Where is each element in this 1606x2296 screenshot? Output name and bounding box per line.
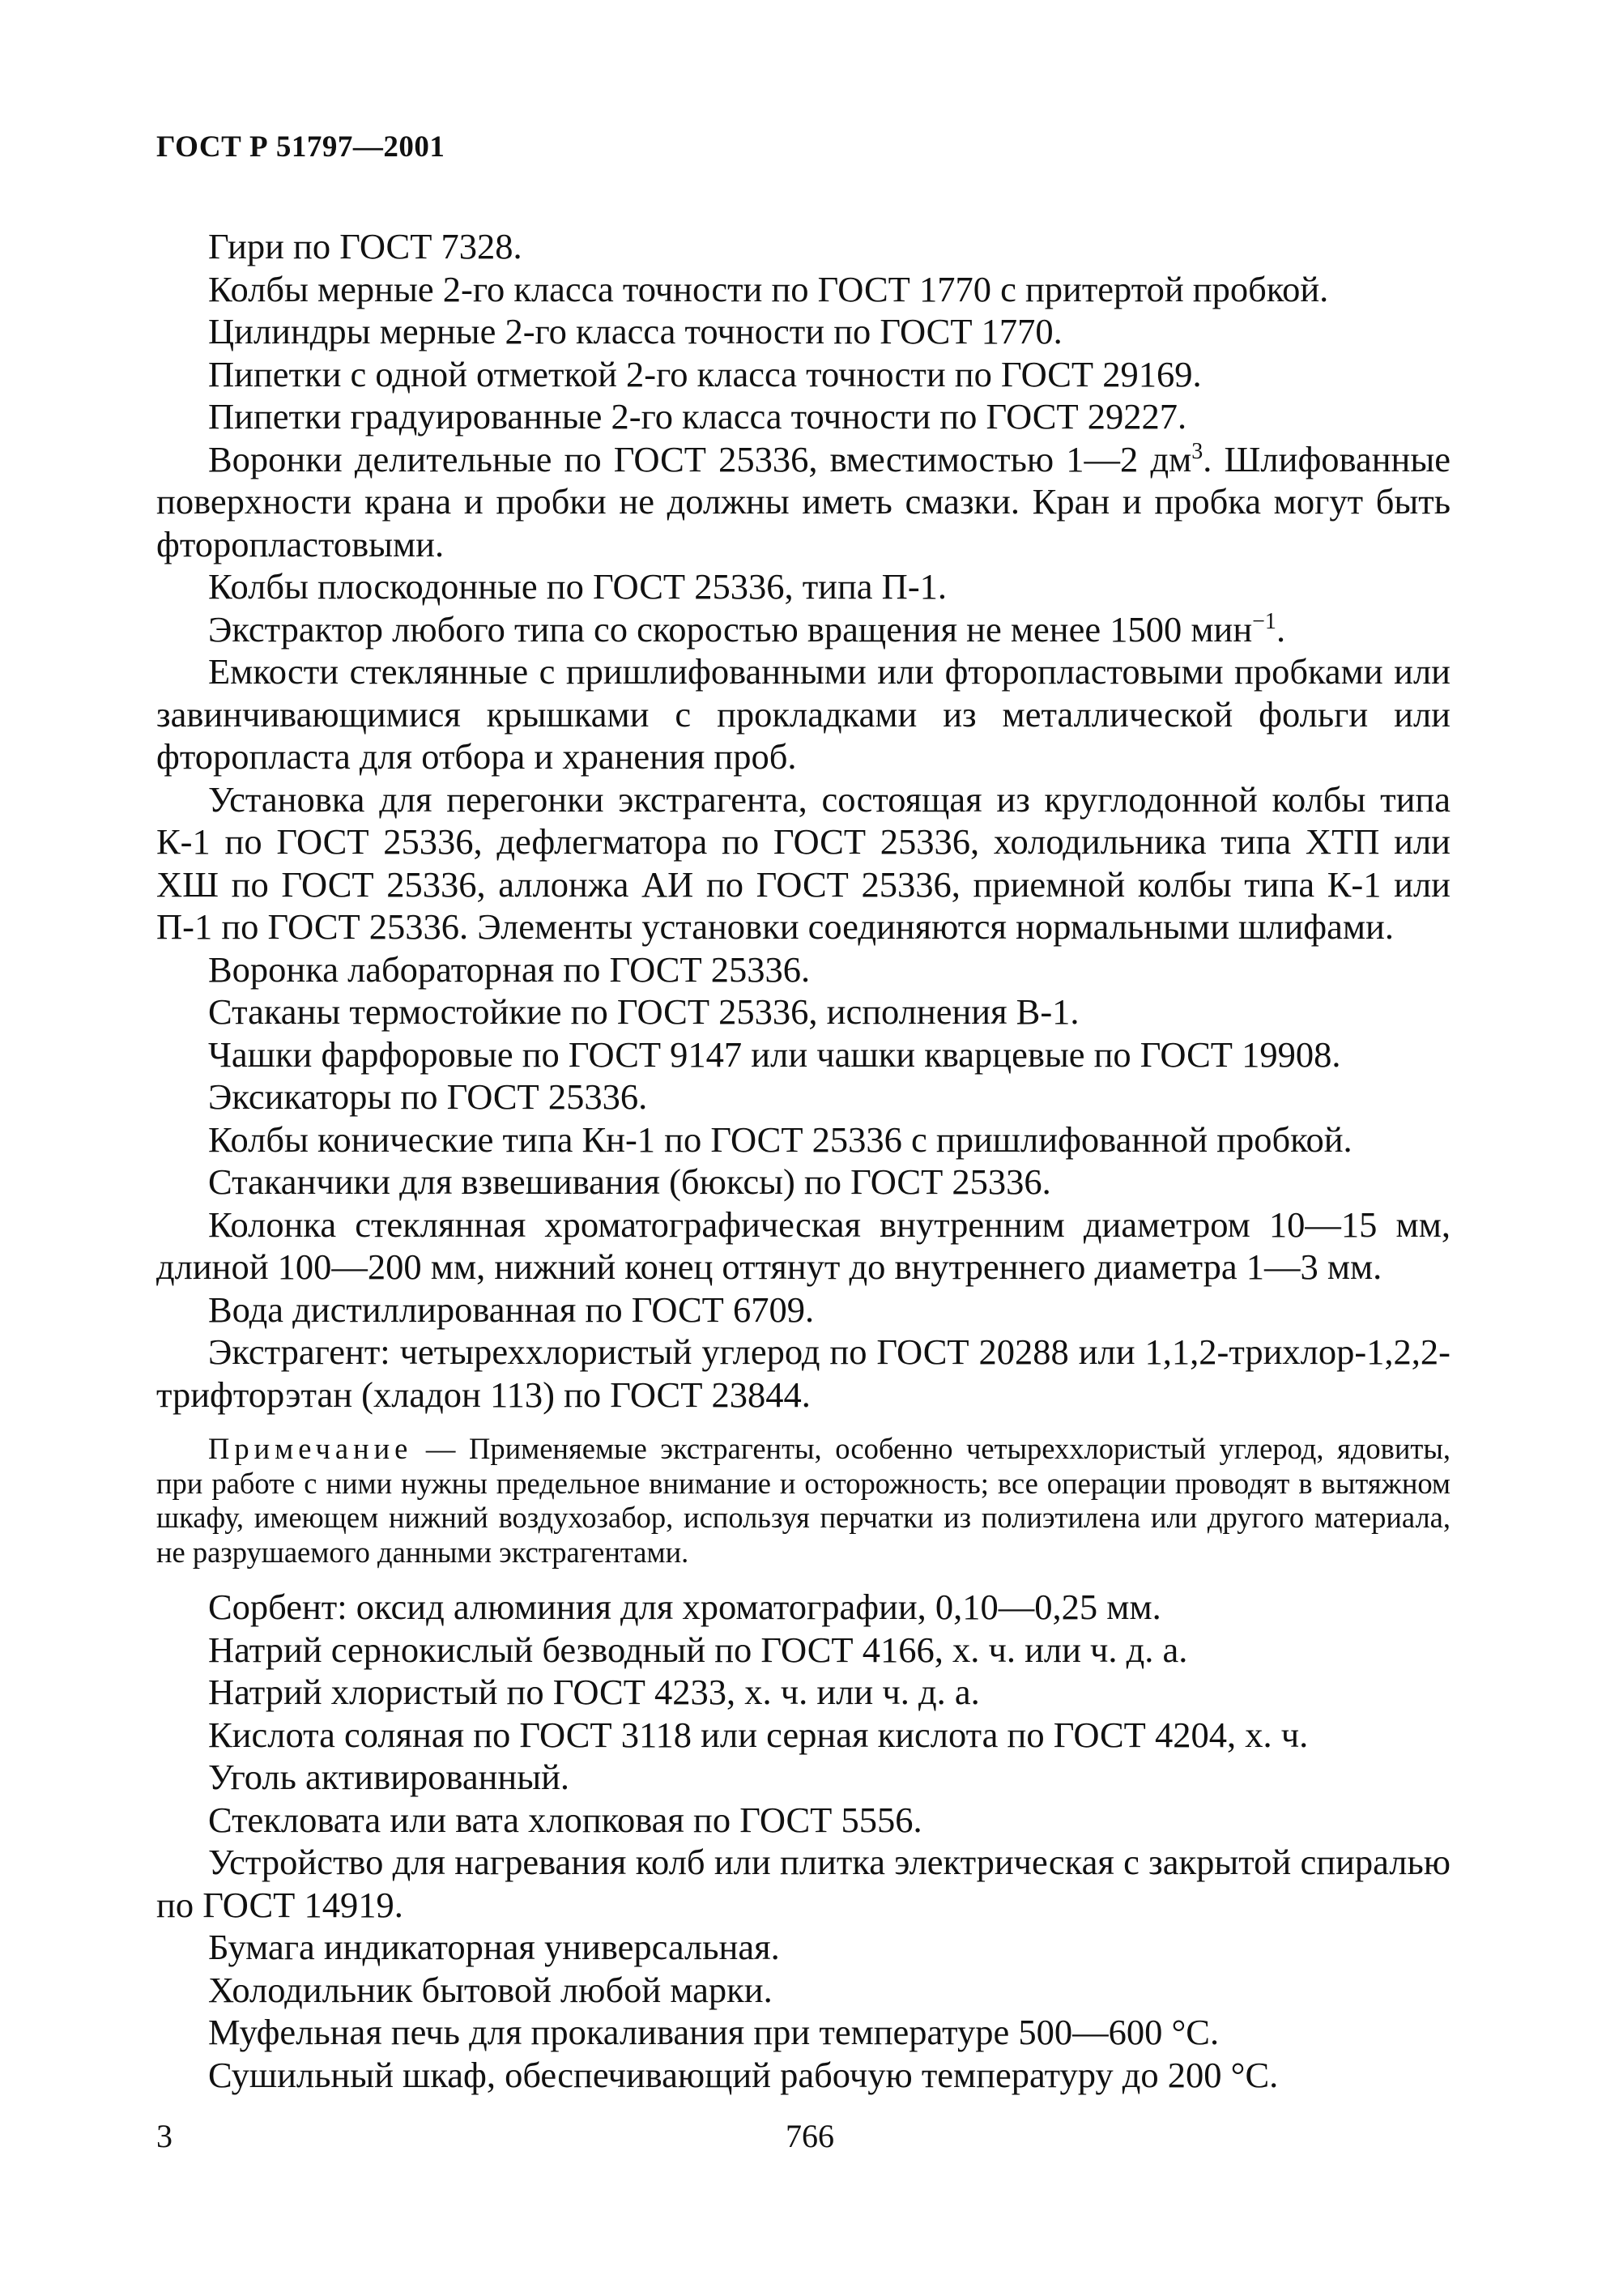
standard-header: ГОСТ Р 51797—2001 (156, 130, 445, 164)
page-number-center: 766 (786, 2118, 834, 2154)
paragraph: Чашки фарфоровые по ГОСТ 9147 или чашки кварцевые по ГОСТ 19908. (208, 1033, 1341, 1075)
paragraph: Вода дистиллированная по ГОСТ 6709. (208, 1289, 815, 1330)
paragraph: Колонка стеклянная хроматографическая внутренним диаметром 10—15 мм, длиной 100—200 мм, нижний конец оттянут до внутреннего диаметра 1—3 мм. (156, 1203, 1451, 1287)
paragraph: Колбы мерные 2-го класса точности по ГОСТ 1770 с притертой пробкой. (208, 268, 1329, 309)
extractor-text-after: . (1276, 608, 1286, 650)
paragraph: Колбы конические типа Кн-1 по ГОСТ 25336 с пришлифованной пробкой. (208, 1118, 1353, 1160)
paragraph: Натрий хлористый по ГОСТ 4233, х. ч. или ч. д. а. (208, 1672, 980, 1712)
main-content (156, 225, 1451, 2096)
funnel-text-after: . Шлифованные поверхности крана и пробки не должны иметь смазки. Кран и пробка могут быть фторопластовыми. (156, 438, 1451, 564)
funnel-text-before: Воронки делительные по ГОСТ 25336, вместимостью 1—2 дм (208, 438, 1192, 479)
paragraph: Гири по ГОСТ 7328. (208, 226, 522, 266)
page-number-left: 3 (156, 2118, 173, 2154)
paragraph: Бумага индикаторная универсальная. (208, 1927, 780, 1967)
paragraph: Устройство для нагревания колб или плитка электрическая с закрытой спиралью по ГОСТ 14919. (156, 1842, 1451, 1925)
paragraph: Натрий сернокислый безводный по ГОСТ 4166, х. ч. или ч. д. а. (208, 1629, 1188, 1670)
paragraph: Пипетки градуированные 2-го класса точности по ГОСТ 29227. (208, 396, 1187, 437)
paragraph: Стаканы термостойкие по ГОСТ 25336, исполнения В-1. (208, 991, 1080, 1032)
note-text: — Применяемые экстрагенты, особенно четыреххлористый углерод, ядовиты, при работе с ними нужны предельное внимание и осторожность; все операции проводят в вытяжном шкафу, имеющем нижний воздухозабор, используя перчатки из полиэтилена или другого материала, не разрушаемого данными экстрагентами. (156, 1432, 1451, 1569)
paragraph: Муфельная печь для прокаливания при температуре 500—600 °С. (208, 2012, 1220, 2052)
paragraph: Кислота соляная по ГОСТ 3118 или серная кислота по ГОСТ 4204, х. ч. (208, 1714, 1309, 1755)
paragraph: Сорбент: оксид алюминия для хроматографии, 0,10—0,25 мм. (208, 1587, 1161, 1627)
funnel-superscript: 3 (1191, 438, 1203, 464)
paragraph-funnels (156, 438, 1451, 566)
paragraph: Холодильник бытовой любой марки. (208, 1969, 773, 2010)
paragraph: Пипетки с одной отметкой 2-го класса точности по ГОСТ 29169. (208, 353, 1202, 394)
note-label: Примечание (208, 1432, 413, 1465)
extractor-superscript: −1 (1252, 608, 1276, 634)
paragraph: Экстрагент: четыреххлористый углерод по ГОСТ 20288 или 1,1,2-трихлор-1,2,2-трифторэтан (хладон 113) по ГОСТ 23844. (156, 1331, 1451, 1415)
paragraph: Колбы плоскодонные по ГОСТ 25336, типа П-1. (208, 566, 948, 607)
paragraph: Воронка лабораторная по ГОСТ 25336. (208, 948, 811, 990)
paragraph: Сушильный шкаф, обеспечивающий рабочую температуру до 200 °С. (208, 2054, 1279, 2095)
note-block (156, 1432, 1451, 1570)
paragraph: Цилиндры мерные 2-го класса точности по ГОСТ 1770. (208, 311, 1063, 351)
paragraph-extractor (156, 608, 1451, 651)
paragraph: Стаканчики для взвешивания (бюксы) по ГОСТ 25336. (208, 1161, 1051, 1202)
paragraph: Эксикаторы по ГОСТ 25336. (208, 1076, 648, 1117)
paragraph: Установка для перегонки экстрагента, состоящая из круглодонной колбы типа К-1 по ГОСТ 25336, дефлегматора по ГОСТ 25336, холодильника типа ХТП или ХШ по ГОСТ 25336, аллонжа АИ по ГОСТ 25336, приемной колбы типа К-1 или П-1 по ГОСТ 25336. Элементы установки соединяются нормальными шлифами. (156, 778, 1451, 947)
extractor-text-before: Экстрактор любого типа со скоростью вращения не менее 1500 мин (208, 608, 1253, 650)
paragraph: Стекловата или вата хлопковая по ГОСТ 5556. (208, 1799, 922, 1840)
paragraph: Уголь активированный. (208, 1757, 570, 1797)
paragraph: Емкости стеклянные с пришлифованными или фторопластовыми пробками или завинчивающимися крышками с прокладками из металлической фольги или фторопласта для отбора и хранения проб. (156, 651, 1451, 777)
